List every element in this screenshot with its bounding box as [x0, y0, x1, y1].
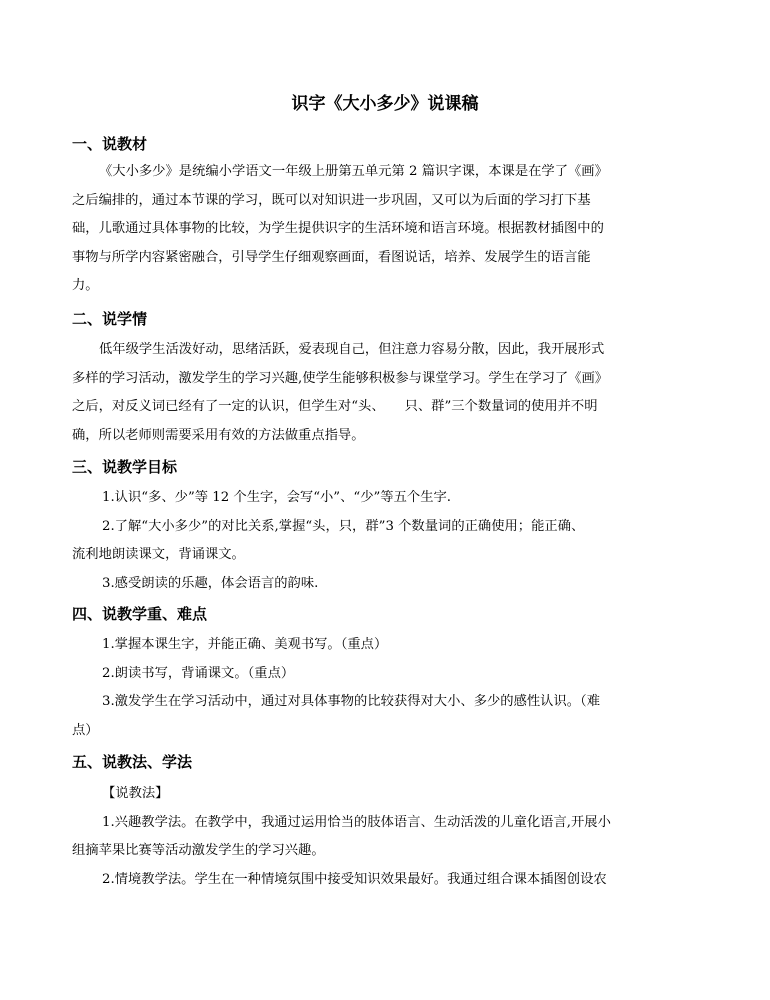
document-title: 识字《大小多少》说课稿: [291, 94, 479, 114]
list-item: 2.情境教学法。学生在一种情境氛围中接受知识效果最好。我通过组合课本插图创设农: [102, 871, 607, 887]
paragraph-line: 础，儿歌通过具体事物的比较，为学生提供识字的生活环境和语言环境。根据教材插图中的: [72, 221, 604, 236]
section-heading-objectives: 三、说教学目标: [72, 458, 178, 476]
section-body-objectives: [72, 484, 696, 598]
list-item: 2.了解“大小多少”的对比关系,掌握“头，只，群”3 个数量词的正确使用；能正确、: [102, 518, 585, 534]
section-heading-students: 二、说学情: [72, 310, 148, 328]
paragraph-line: 之后编排的，通过本节课的学习，既可以对知识进一步巩固，又可以为后面的学习打下基: [72, 192, 591, 208]
section-body-textbook: [72, 158, 696, 301]
list-item-continuation: 流利地朗读课文，背诵课文。: [72, 547, 245, 562]
list-item: 1.兴趣教学法。在教学中，我通过运用恰当的肢体语言、生动活泼的儿童化语言,开展小: [102, 814, 611, 830]
list-item: 2.朗读书写，背诵课文。（重点）: [102, 665, 295, 681]
paragraph-line: 事物与所学内容紧密融合，引导学生仔细观察画面，看图说话，培养、发展学生的语言能: [72, 249, 591, 265]
paragraph-line: 《大小多少》是统编小学语文一年级上册第五单元第 2 篇识字课，本课是在学了《画》: [99, 164, 608, 179]
section-body-students: [72, 336, 696, 450]
paragraph-line: 力。: [72, 278, 99, 293]
subheading-teaching-methods: 【说教法】: [102, 786, 169, 801]
paragraph-line: 多样的学习活动，激发学生的学习兴趣,使学生能够积极参与课堂学习。学生在学习了《画》: [72, 370, 609, 386]
paragraph-line: 之后，对反义词已经有了一定的认识，但学生对“头、 只、群”三个数量词的使用并不明: [72, 399, 598, 414]
list-item: 1.认识“多、少”等 12 个生字，会写“小”、“少”等五个生字.: [102, 490, 452, 505]
paragraph-line: 低年级学生活泼好动，思绪活跃，爱表现自己，但注意力容易分散，因此，我开展形式: [99, 342, 605, 357]
section-heading-textbook: 一、说教材: [72, 135, 148, 153]
section-heading-methods: 五、说教法、学法: [72, 753, 193, 771]
section-heading-key-points: 四、说教学重、难点: [72, 605, 208, 623]
section-body-key-points: [72, 631, 696, 745]
section-body-methods: [72, 780, 696, 894]
list-item: 3.激发学生在学习活动中，通过对具体事物的比较获得对大小、多少的感性认识。（难: [102, 694, 601, 709]
list-item: 3.感受朗读的乐趣，体会语言的韵味.: [102, 575, 319, 591]
list-item-continuation: 组摘苹果比赛等活动激发学生的学习兴趣。: [72, 843, 325, 858]
list-item: 1.掌握本课生字，并能正确、美观书写。（重点）: [102, 637, 388, 652]
paragraph-line: 确，所以老师则需要采用有效的方法做重点指导。: [72, 427, 365, 443]
list-item-continuation: 点）: [72, 722, 99, 738]
